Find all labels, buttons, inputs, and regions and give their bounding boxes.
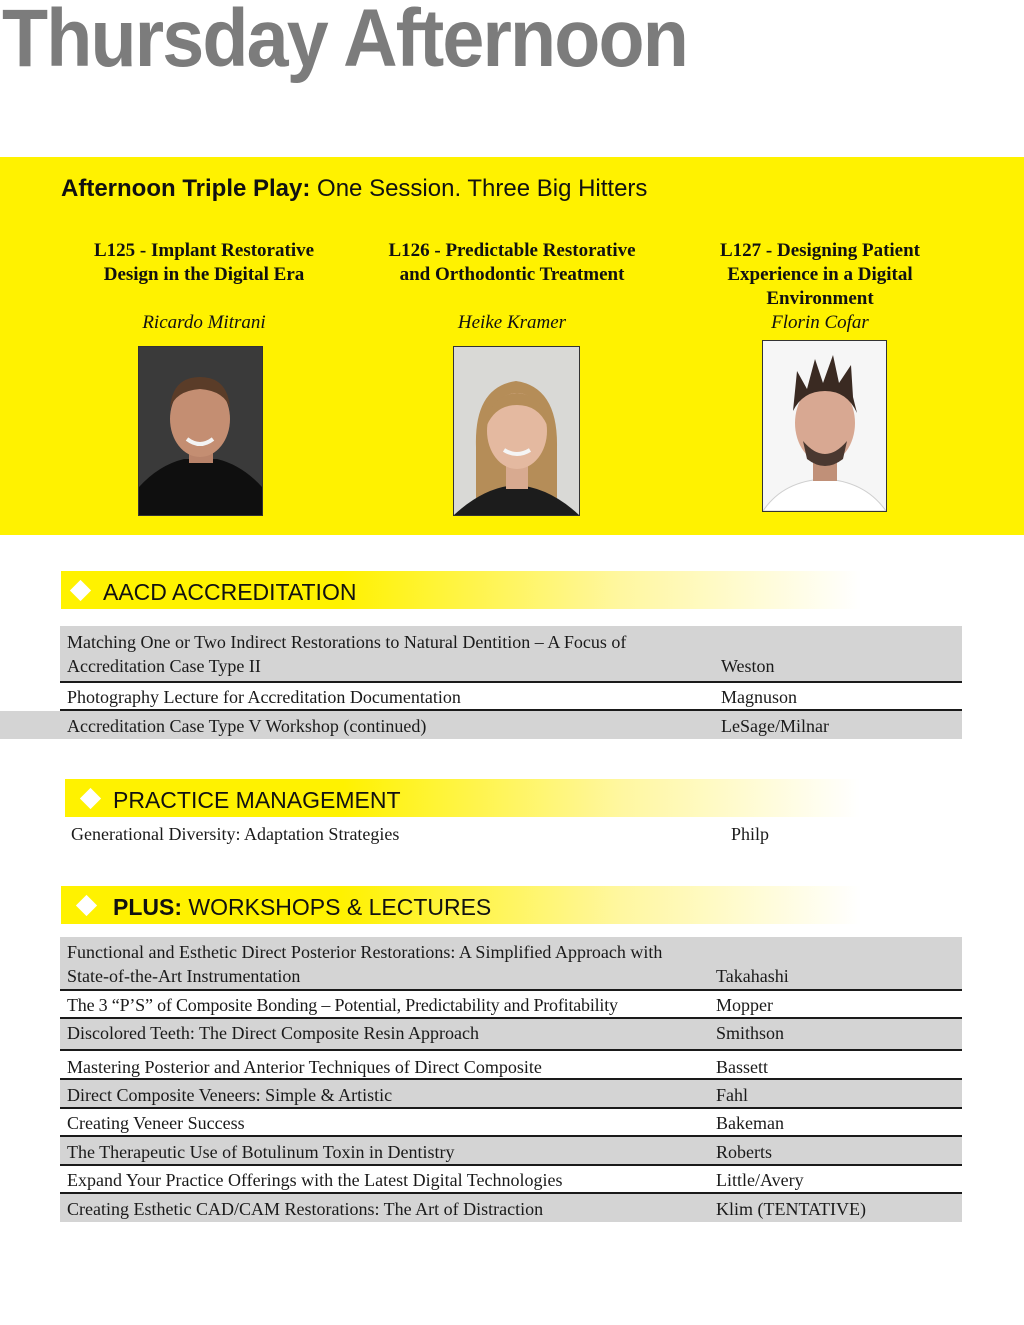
course-title: L125 - Implant Restorative Design in the Digital Era — [93, 240, 315, 285]
session-speaker: Magnuson — [721, 687, 797, 707]
section-bar-plus — [61, 886, 861, 924]
session-title: Mastering Posterior and Anterior Techniques of Direct Composite — [67, 1057, 542, 1077]
session-title: Matching One or Two Indirect Restorations to Natural Dentition – A Focus of Accreditation Case Type II — [67, 632, 627, 676]
session-title: Expand Your Practice Offerings with the Latest Digital Technologies — [67, 1170, 563, 1190]
diamond-icon — [80, 788, 101, 809]
page-title: Thursday Afternoon — [2, 0, 687, 84]
session-title: Direct Composite Veneers: Simple & Artistic — [67, 1085, 393, 1105]
session-speaker: Mopper — [716, 995, 773, 1015]
course-l125 — [59, 239, 349, 335]
triple-play-heading-rest: One Session. Three Big Hitters — [310, 175, 648, 202]
session-row — [60, 626, 962, 681]
session-row — [60, 1137, 962, 1164]
session-row — [60, 991, 962, 1017]
session-speaker: Bassett — [716, 1057, 768, 1077]
session-row — [60, 1051, 962, 1078]
speaker-photo-mitrani — [138, 346, 263, 516]
session-speaker: Weston — [721, 656, 775, 676]
session-row — [60, 1194, 962, 1222]
session-row — [0, 711, 962, 739]
speaker-name: Florin Cofar — [771, 312, 869, 333]
section-label-bold: PLUS: — [113, 894, 182, 920]
session-title: Creating Veneer Success — [67, 1113, 245, 1133]
course-title: L126 - Predictable Restorative and Orthodontic Treatment — [388, 240, 636, 285]
session-row — [60, 937, 962, 989]
triple-play-band — [0, 157, 1024, 535]
session-speaker: Takahashi — [716, 966, 789, 986]
speaker-name: Ricardo Mitrani — [142, 312, 266, 333]
diamond-icon — [76, 895, 97, 916]
speaker-photo-kramer — [453, 346, 580, 516]
session-row — [60, 1080, 962, 1107]
section-label: PRACTICE MANAGEMENT — [113, 787, 401, 813]
diamond-icon — [70, 580, 91, 601]
speaker-photo-cofar — [762, 340, 887, 512]
session-title: Generational Diversity: Adaptation Strategies — [71, 824, 400, 844]
speaker-name: Heike Kramer — [457, 312, 567, 333]
section-label-rest: WORKSHOPS & LECTURES — [182, 894, 492, 920]
session-title: Creating Esthetic CAD/CAM Restorations: The Art of Distraction — [67, 1199, 544, 1219]
session-speaker: Fahl — [716, 1085, 749, 1105]
session-title: The Therapeutic Use of Botulinum Toxin in Dentistry — [67, 1142, 455, 1162]
section-bar-aacd — [61, 571, 861, 609]
session-row — [60, 1166, 962, 1192]
session-row — [60, 683, 962, 709]
session-title: Discolored Teeth: The Direct Composite Resin Approach — [67, 1023, 479, 1043]
section-label — [113, 894, 491, 921]
triple-play-heading-bold: Afternoon Triple Play: — [61, 175, 311, 202]
session-title: Accreditation Case Type V Workshop (continued) — [67, 716, 427, 736]
session-title: Photography Lecture for Accreditation Documentation — [67, 687, 461, 707]
session-speaker: Bakeman — [716, 1113, 784, 1133]
triple-play-heading — [61, 175, 647, 203]
session-speaker: LeSage/Milnar — [721, 716, 829, 736]
session-row — [60, 1019, 962, 1049]
course-title: L127 - Designing Patient Experience in a Digital Environment — [719, 240, 921, 309]
session-speaker: Smithson — [716, 1023, 785, 1043]
session-speaker: Little/Avery — [716, 1170, 804, 1190]
session-speaker: Philp — [731, 824, 770, 844]
session-row — [60, 1109, 962, 1135]
session-speaker: Klim (TENTATIVE) — [716, 1199, 867, 1219]
course-l127 — [675, 239, 965, 335]
session-speaker: Roberts — [716, 1142, 772, 1162]
session-row — [64, 822, 962, 848]
course-l126 — [367, 239, 657, 335]
section-bar-practice — [65, 779, 860, 817]
section-label: AACD ACCREDITATION — [103, 579, 357, 605]
session-title: The 3 “P’S” of Composite Bonding – Potential, Predictability and Profitability — [67, 995, 618, 1015]
session-title: Functional and Esthetic Direct Posterior Restorations: A Simplified Approach with State-of-the-Art Instrumentation — [67, 942, 663, 986]
